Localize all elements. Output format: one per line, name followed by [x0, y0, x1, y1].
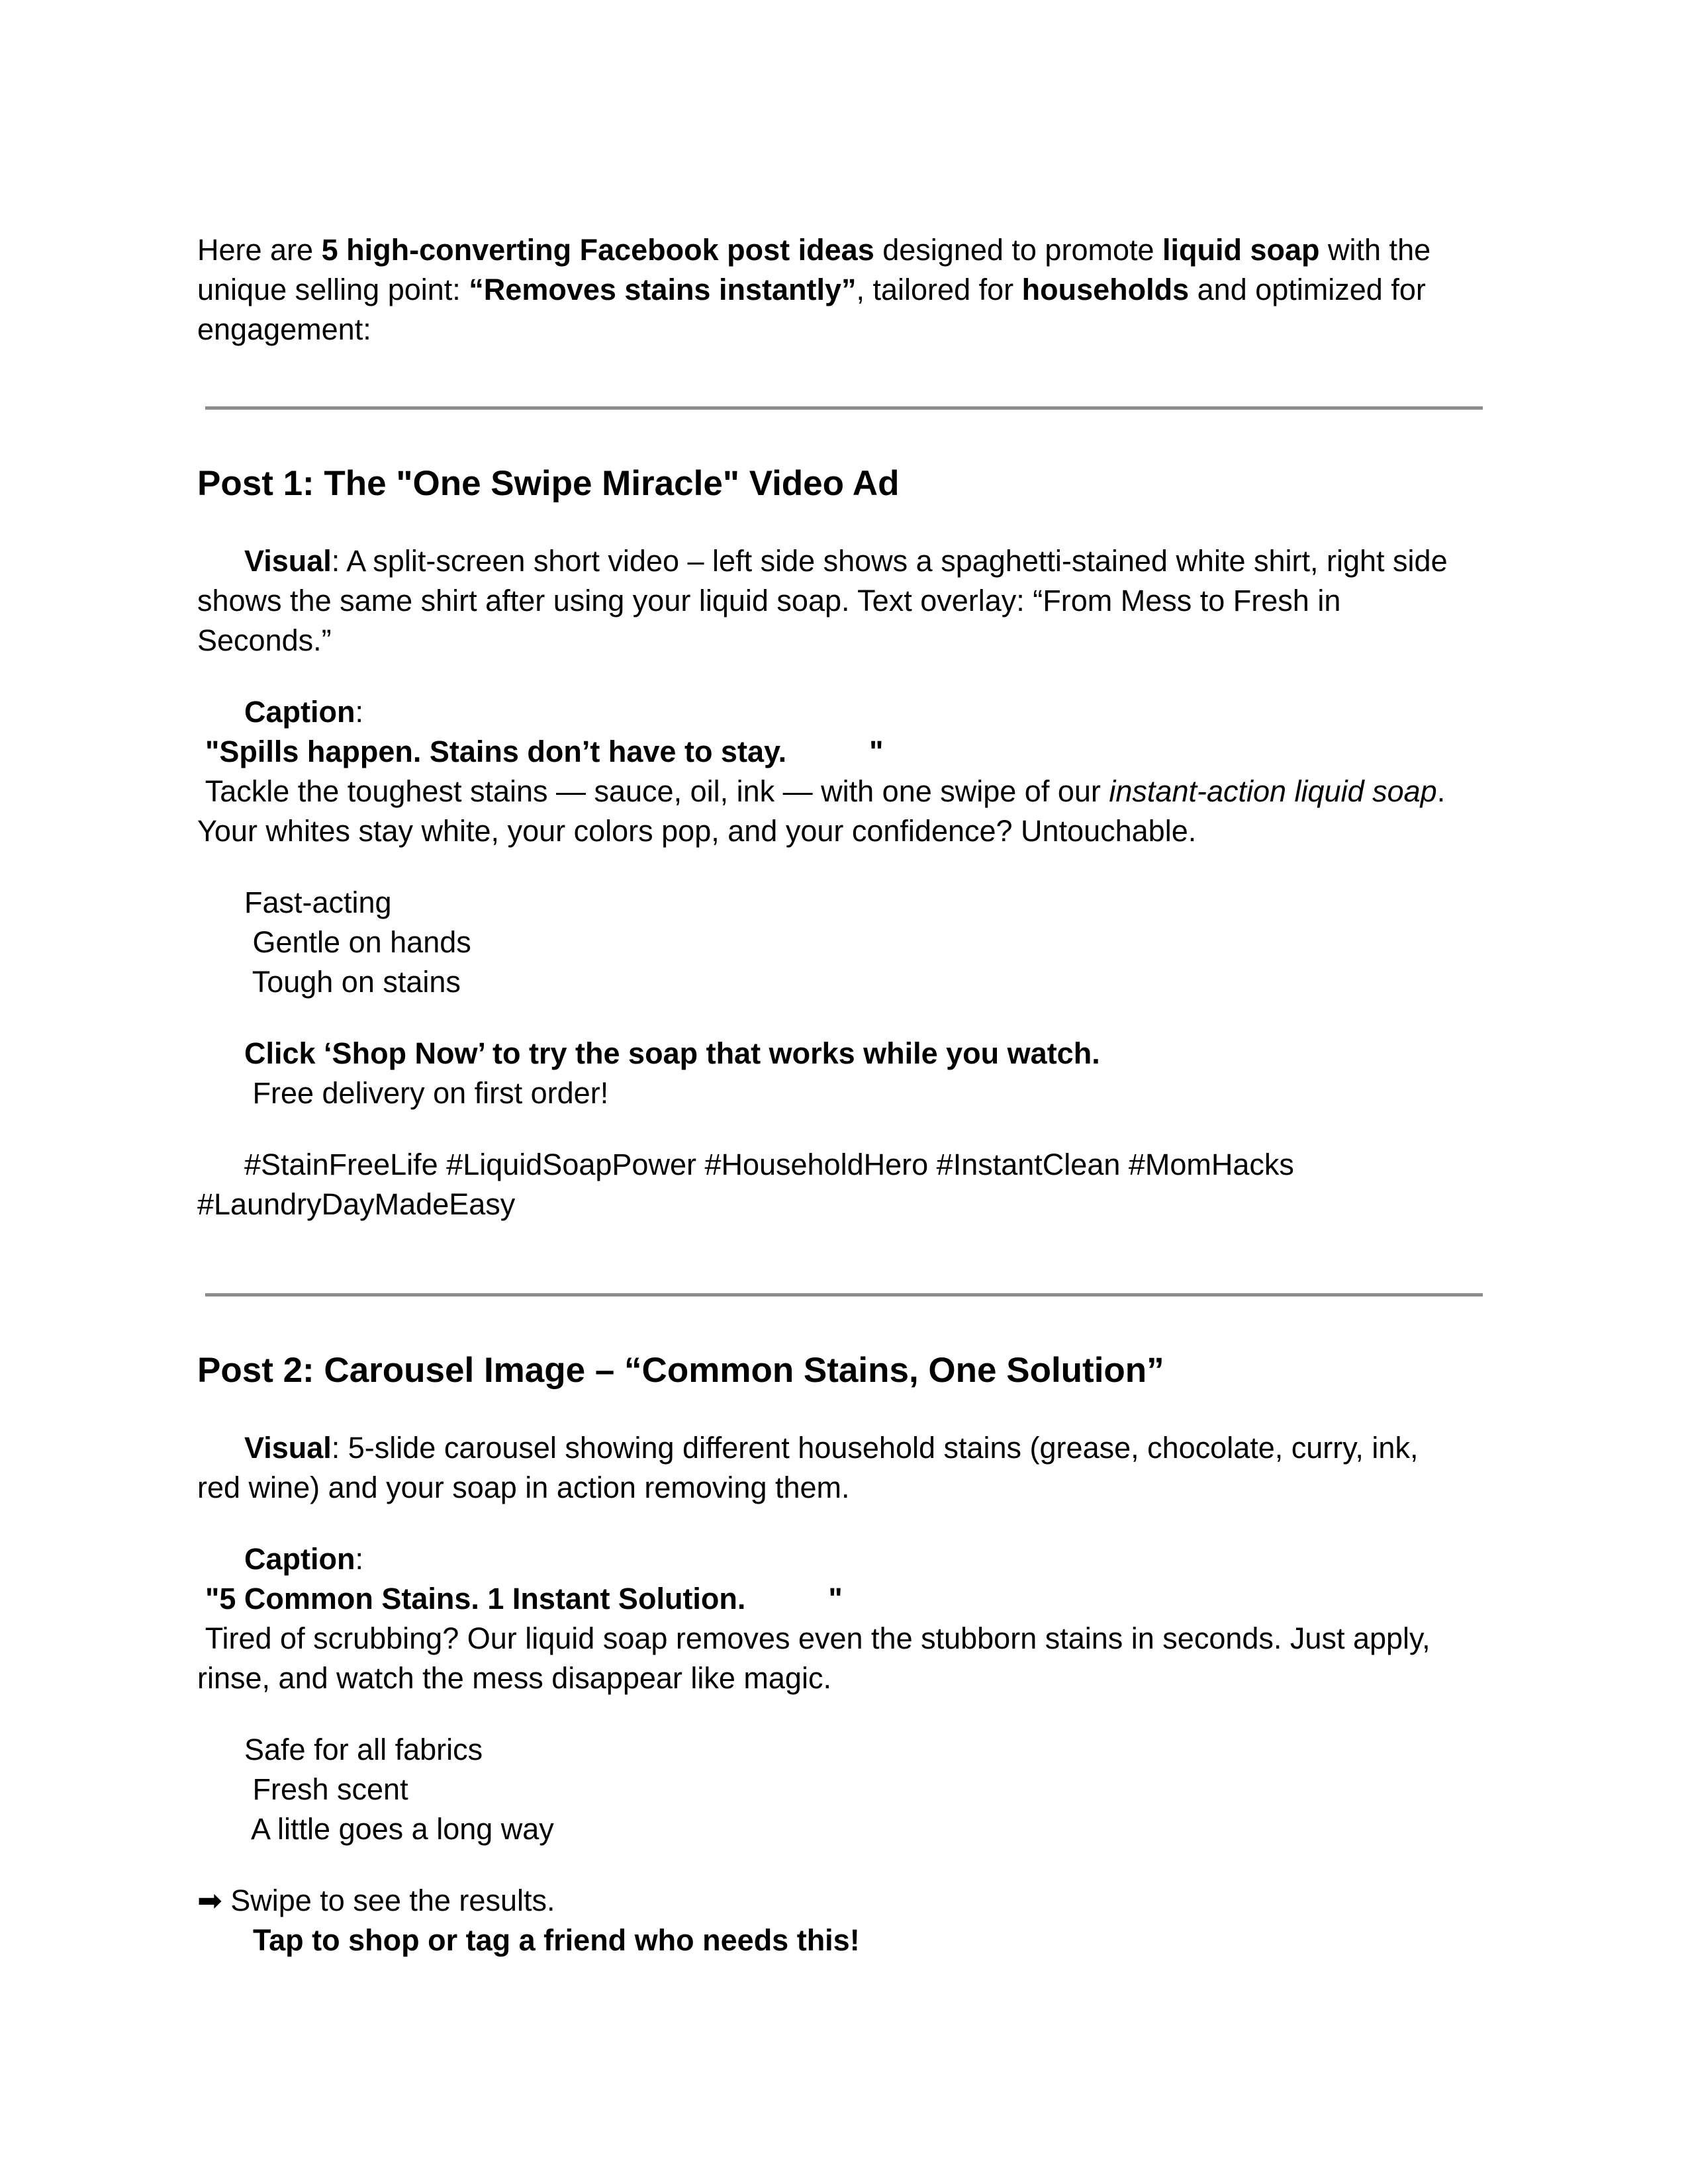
- intro-line-1: [197, 230, 1430, 270]
- post-1-feature-item: Gentle on hands: [244, 925, 471, 959]
- swipe-text: Swipe to see the results.: [222, 1884, 555, 1917]
- caption-colon: :: [355, 695, 363, 729]
- right-arrow-icon: ➡: [197, 1884, 222, 1917]
- post-2-swipe-line: [197, 1881, 555, 1921]
- intro-bold-text: “Removes stains instantly”: [469, 273, 857, 306]
- intro-line-3: engagement:: [197, 312, 371, 346]
- post-1-hashtags-line-1: #StainFreeLife #LiquidSoapPower #HouseholdHero #InstantClean #MomHacks: [244, 1148, 1294, 1181]
- post-2-feature-item: Safe for all fabrics: [244, 1733, 483, 1766]
- visual-label: Visual: [244, 1431, 332, 1465]
- post-1-body-line-2: Your whites stay white, your colors pop, and your confidence? Untouchable.: [197, 814, 1197, 848]
- visual-label: Visual: [244, 544, 332, 578]
- body-italic-text: instant-action liquid soap: [1109, 774, 1437, 808]
- post-1-feature-item: Fast-acting: [244, 886, 392, 919]
- intro-text: , tailored for: [856, 273, 1022, 306]
- horizontal-divider: [205, 1293, 1483, 1297]
- post-2-caption-label: [244, 1539, 363, 1579]
- post-2-cta: Tap to shop or tag a friend who needs this!: [253, 1923, 860, 1957]
- post-2-heading: Post 2: Carousel Image – “Common Stains, One Solution”: [197, 1351, 1164, 1390]
- intro-text: and optimized for: [1189, 273, 1426, 306]
- post-2-feature-item: A little goes a long way: [244, 1812, 554, 1846]
- visual-text: : 5-slide carousel showing different household stains (grease, chocolate, curry, ink,: [331, 1431, 1419, 1465]
- intro-text: designed to promote: [874, 233, 1163, 267]
- visual-text: : A split-screen short video – left side shows a spaghetti-stained white shirt, right side: [331, 544, 1448, 578]
- post-2-visual-line-2: red wine) and your soap in action removing them.: [197, 1471, 850, 1504]
- post-1-visual-line-3: Seconds.”: [197, 623, 332, 657]
- post-1-hashtags-line-2: #LaundryDayMadeEasy: [197, 1187, 516, 1221]
- body-text: .: [1436, 774, 1446, 808]
- caption-colon: :: [355, 1542, 363, 1576]
- intro-text: Here are: [197, 233, 322, 267]
- intro-line-2: [197, 270, 1426, 310]
- post-1-cta: Click ‘Shop Now’ to try the soap that works while you watch.: [244, 1036, 1100, 1070]
- horizontal-divider: [205, 406, 1483, 410]
- post-1-feature-item: Tough on stains: [244, 965, 461, 999]
- post-2-body-line-2: rinse, and watch the mess disappear like magic.: [197, 1661, 831, 1695]
- caption-label: Caption: [244, 695, 355, 729]
- intro-bold-text: households: [1021, 273, 1190, 306]
- body-text: Tackle the toughest stains — sauce, oil, ink — with one swipe of our: [197, 774, 1109, 808]
- post-2-feature-item: Fresh scent: [244, 1772, 408, 1806]
- post-1-heading: Post 1: The "One Swipe Miracle" Video Ad: [197, 464, 900, 503]
- post-1-delivery-note: Free delivery on first order!: [244, 1076, 609, 1110]
- post-1-headline: "Spills happen. Stains don’t have to stay. ": [205, 735, 884, 768]
- intro-bold-text: liquid soap: [1162, 233, 1320, 267]
- intro-text: with the: [1319, 233, 1431, 267]
- caption-label: Caption: [244, 1542, 355, 1576]
- post-2-visual-line-1: [244, 1428, 1418, 1468]
- post-2-headline: "5 Common Stains. 1 Instant Solution. ": [205, 1582, 843, 1615]
- intro-bold-text: 5 high-converting Facebook post ideas: [321, 233, 874, 267]
- post-2-body-line-1: Tired of scrubbing? Our liquid soap removes even the stubborn stains in seconds. Just apply,: [197, 1621, 1430, 1655]
- intro-text: unique selling point:: [197, 273, 469, 306]
- post-1-caption-label: [244, 692, 363, 732]
- post-1-body-line-1: [197, 772, 1445, 811]
- post-1-visual-line-1: [244, 541, 1448, 581]
- post-1-visual-line-2: shows the same shirt after using your liquid soap. Text overlay: “From Mess to Fresh in: [197, 584, 1341, 617]
